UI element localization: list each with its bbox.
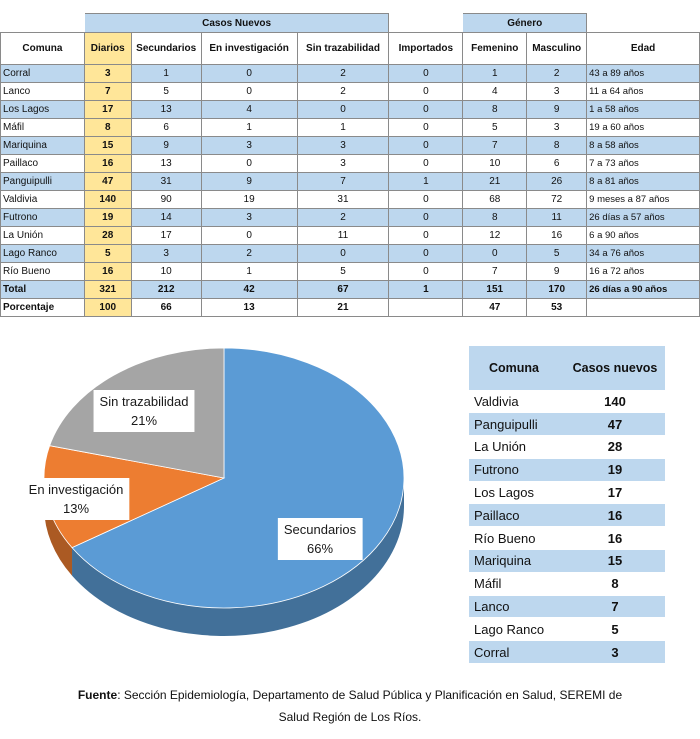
pie-label-value: 66% [306,541,334,556]
table-cell: 3 [201,209,297,227]
ranking-casos: 19 [565,458,665,481]
table-cell: 21 [297,299,389,317]
column-header: Edad [587,33,700,65]
ranking-row [469,618,665,641]
table-row [1,119,700,137]
table-cell: 6 [131,119,201,137]
table-cell: 1 [297,119,389,137]
table-cell: 0 [389,263,463,281]
table-row [1,101,700,119]
ranking-comuna: Valdivia [469,390,565,413]
table-cell: 16 [84,263,131,281]
table-cell: 9 meses a 87 años [587,191,700,209]
table-cell: 34 a 76 años [587,245,700,263]
column-header: Importados [389,33,463,65]
column-header: Secundarios [131,33,201,65]
ranking-casos: 140 [565,390,665,413]
table-row [1,65,700,83]
table-cell: 67 [297,281,389,299]
column-header: Sin trazabilidad [297,33,389,65]
table-cell: 3 [84,65,131,83]
table-cell: 47 [463,299,527,317]
table-cell: 10 [463,155,527,173]
table-cell: 4 [463,83,527,101]
table-cell: 17 [84,101,131,119]
table-cell: 9 [131,137,201,155]
table-cell: 43 a 89 años [587,65,700,83]
column-header: Masculino [527,33,587,65]
column-header: Diarios [84,33,131,65]
table-cell: 151 [463,281,527,299]
table-cell: 7 [297,173,389,191]
table-cell: 0 [201,155,297,173]
table-cell: 19 [84,209,131,227]
ranking-comuna: Mariquina [469,550,565,573]
table-cell: Futrono [1,209,85,227]
ranking-casos: 7 [565,595,665,618]
table-cell: 13 [201,299,297,317]
table-cell: 26 días a 57 años [587,209,700,227]
ranking-casos: 5 [565,618,665,641]
table-cell: Lanco [1,83,85,101]
table-cell: Total [1,281,85,299]
table-cell: 170 [527,281,587,299]
table-cell: 0 [389,101,463,119]
table-cell [389,299,463,317]
table-cell: 10 [131,263,201,281]
table-cell: 1 [389,281,463,299]
table-row [1,245,700,263]
table-cell: 3 [201,137,297,155]
ranking-comuna: Río Bueno [469,527,565,550]
table-cell: 0 [201,227,297,245]
table-cell: 42 [201,281,297,299]
table-cell: 7 a 73 años [587,155,700,173]
column-header: Comuna [1,33,85,65]
table-cell: Río Bueno [1,263,85,281]
table-cell: 5 [463,119,527,137]
table-cell: 3 [527,119,587,137]
table-cell [587,299,700,317]
table-cell: 1 [463,65,527,83]
ranking-casos: 17 [565,481,665,504]
table-cell: 11 [297,227,389,245]
pie-label-name: En investigación [28,482,124,497]
table-cell: 1 [131,65,201,83]
table-cell: Porcentaje [1,299,85,317]
table-cell: 0 [389,227,463,245]
ranking-comuna: La Unión [469,436,565,459]
table-cell: 1 [201,263,297,281]
table-cell: 2 [297,65,389,83]
table-cell: 0 [389,191,463,209]
table-cell: 100 [84,299,131,317]
table-cell: 3 [131,245,201,263]
ranking-casos: 16 [565,527,665,550]
ranking-row [469,413,665,436]
table-cell: 5 [297,263,389,281]
source-line-2: Salud Región de Los Ríos. [278,710,422,724]
cases-by-commune-table [0,13,700,317]
table-cell: 0 [297,245,389,263]
table-cell: Paillaco [1,155,85,173]
table-cell: 5 [131,83,201,101]
ranking-comuna: Futrono [469,458,565,481]
source-label: Fuente [77,688,118,702]
group-header-genero: Género [463,14,587,33]
source-text-1: : Sección Epidemiología, Departamento de Salud Pública y Planificación en Salud, SEREMI de [117,688,623,702]
table-cell: 321 [84,281,131,299]
table-row [1,155,700,173]
table-cell: Corral [1,65,85,83]
ranking-casos: 8 [565,572,665,595]
column-header: Femenino [463,33,527,65]
table-cell: 28 [84,227,131,245]
table-cell: 9 [201,173,297,191]
table-cell: 19 a 60 años [587,119,700,137]
table-row [1,209,700,227]
pie-data-label [94,390,195,432]
ranking-row [469,527,665,550]
table-cell: 15 [84,137,131,155]
table-cell: 3 [297,155,389,173]
table-cell: 7 [84,83,131,101]
table-row [1,299,700,317]
table-cell: Máfil [1,119,85,137]
table-cell: Valdivia [1,191,85,209]
table-cell: 16 [84,155,131,173]
table-row [1,191,700,209]
table-cell: 0 [389,119,463,137]
table-cell: 0 [201,83,297,101]
table-cell: 3 [527,83,587,101]
table-row [1,173,700,191]
ranking-row [469,595,665,618]
table-cell: 8 [463,101,527,119]
table-cell: 9 [527,101,587,119]
group-header-blank [587,14,700,33]
table-cell: 6 a 90 años [587,227,700,245]
pie-data-label [23,478,130,520]
table-cell: 8 [463,209,527,227]
ranking-comuna: Lago Ranco [469,618,565,641]
ranking-row [469,390,665,413]
ranking-comuna: Panguipulli [469,413,565,436]
ranking-row [469,572,665,595]
table-cell: 68 [463,191,527,209]
table-cell: 16 [527,227,587,245]
pie-label-value: 21% [130,413,158,428]
table-cell: 212 [131,281,201,299]
table-cell: La Unión [1,227,85,245]
table-cell: 7 [463,263,527,281]
table-cell: 11 [527,209,587,227]
table-cell: Panguipulli [1,173,85,191]
column-header-row [1,33,700,65]
group-header-blank [1,14,85,33]
table-cell: 16 a 72 años [587,263,700,281]
table-row [1,137,700,155]
table-cell: 2 [297,83,389,101]
ranking-comuna: Los Lagos [469,481,565,504]
ranking-comuna: Máfil [469,572,565,595]
table-cell: 4 [201,101,297,119]
source-line-1 [0,684,700,706]
table-cell: 2 [201,245,297,263]
table-cell: 1 a 58 años [587,101,700,119]
table-cell: 26 días a 90 años [587,281,700,299]
pie-label-name: Sin trazabilidad [99,394,189,409]
pie-data-label [278,518,363,560]
pie-label-name: Secundarios [283,522,357,537]
ranking-casos: 47 [565,413,665,436]
table-cell: 8 a 58 años [587,137,700,155]
table-cell: 5 [84,245,131,263]
table-cell: 19 [201,191,297,209]
ranking-row [469,504,665,527]
table-cell: 0 [389,83,463,101]
table-cell: 8 [84,119,131,137]
table-cell: 0 [389,209,463,227]
ranking-comuna: Lanco [469,595,565,618]
table-cell: 0 [201,65,297,83]
table-row [1,281,700,299]
table-cell: Lago Ranco [1,245,85,263]
table-cell: 26 [527,173,587,191]
table-cell: 21 [463,173,527,191]
table-cell: 0 [389,65,463,83]
table-cell: 3 [297,137,389,155]
table-cell: Mariquina [1,137,85,155]
ranking-row [469,550,665,573]
table-cell: 8 [527,137,587,155]
ranking-casos: 28 [565,436,665,459]
table-cell: 13 [131,155,201,173]
pie-label-value: 13% [62,501,90,516]
table-cell: 2 [297,209,389,227]
ranking-row [469,458,665,481]
table-cell: 11 a 64 años [587,83,700,101]
new-cases-ranking-table [469,346,665,664]
table-cell: 14 [131,209,201,227]
table-cell: 9 [527,263,587,281]
table-cell: 5 [527,245,587,263]
ranking-header-comuna: Comuna [469,346,565,390]
table-cell: 0 [389,155,463,173]
source-note [0,684,700,728]
group-header-casos-nuevos: Casos Nuevos [84,14,389,33]
table-cell: 17 [131,227,201,245]
table-cell: 0 [463,245,527,263]
table-cell: Los Lagos [1,101,85,119]
table-cell: 0 [389,245,463,263]
table-cell: 1 [389,173,463,191]
ranking-row [469,481,665,504]
table-cell: 2 [527,65,587,83]
table-cell: 72 [527,191,587,209]
table-cell: 12 [463,227,527,245]
table-cell: 13 [131,101,201,119]
table-row [1,263,700,281]
ranking-casos: 3 [565,641,665,664]
pie-chart [14,338,454,668]
table-cell: 90 [131,191,201,209]
ranking-casos: 16 [565,504,665,527]
table-cell: 31 [297,191,389,209]
ranking-casos: 15 [565,550,665,573]
table-cell: 47 [84,173,131,191]
table-row [1,83,700,101]
ranking-comuna: Paillaco [469,504,565,527]
table-cell: 0 [297,101,389,119]
ranking-row [469,436,665,459]
table-cell: 31 [131,173,201,191]
table-cell: 140 [84,191,131,209]
table-cell: 53 [527,299,587,317]
table-cell: 0 [389,137,463,155]
table-cell: 7 [463,137,527,155]
ranking-row [469,641,665,664]
column-header: En investigación [201,33,297,65]
table-row [1,227,700,245]
group-header-blank [389,14,463,33]
table-cell: 8 a 81 años [587,173,700,191]
table-cell: 66 [131,299,201,317]
ranking-comuna: Corral [469,641,565,664]
table-cell: 6 [527,155,587,173]
table-cell: 1 [201,119,297,137]
ranking-header-casos: Casos nuevos [565,346,665,390]
